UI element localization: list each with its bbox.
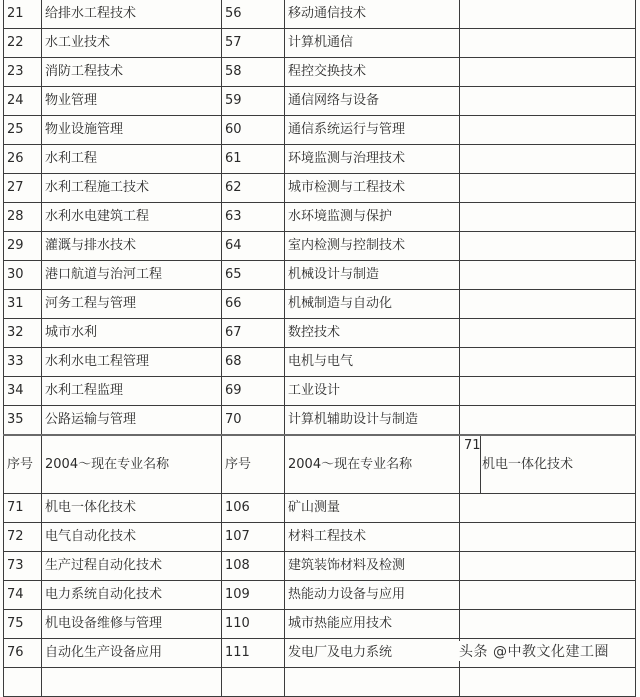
seq-cell: 57 xyxy=(222,29,285,58)
major-name-cell: 电气自动化技术 xyxy=(42,523,222,552)
major-name-cell: 水利工程施工技术 xyxy=(42,174,222,203)
table-row xyxy=(4,58,636,87)
empty-cell xyxy=(460,29,636,58)
major-name-cell: 材料工程技术 xyxy=(285,523,460,552)
seq-cell: 73 xyxy=(4,552,42,581)
empty-cell xyxy=(460,610,636,639)
major-name-cell: 发电厂及电力系统 xyxy=(285,639,460,668)
table-row xyxy=(4,348,636,377)
table-row xyxy=(4,0,636,29)
table-row xyxy=(4,116,636,145)
empty-cell xyxy=(460,174,636,203)
table-row xyxy=(4,377,636,406)
empty-cell xyxy=(460,552,636,581)
major-name-cell: 城市检测与工程技术 xyxy=(285,174,460,203)
empty-cell xyxy=(460,0,636,29)
nested-major-name: 机电一体化技术 xyxy=(482,456,574,472)
major-name-cell: 电力系统自动化技术 xyxy=(42,581,222,610)
table-row xyxy=(4,610,636,639)
table-row xyxy=(4,552,636,581)
major-name-cell: 水利水电工程管理 xyxy=(42,348,222,377)
table-row xyxy=(4,261,636,290)
empty-cell xyxy=(460,348,636,377)
seq-cell: 58 xyxy=(222,58,285,87)
seq-cell: 68 xyxy=(222,348,285,377)
major-name-cell: 公路运输与管理 xyxy=(42,406,222,436)
seq-cell: 61 xyxy=(222,145,285,174)
major-name-cell: 通信系统运行与管理 xyxy=(285,116,460,145)
seq-cell: 76 xyxy=(4,639,42,668)
nested-cell xyxy=(460,435,636,494)
seq-cell: 69 xyxy=(222,377,285,406)
seq-cell: 72 xyxy=(4,523,42,552)
major-name-cell: 水利水电建筑工程 xyxy=(42,203,222,232)
seq-cell: 111 xyxy=(222,639,285,668)
major-name-cell: 电机与电气 xyxy=(285,348,460,377)
seq-cell: 66 xyxy=(222,290,285,319)
header-name-label: 2004～现在专业名称 xyxy=(42,435,222,494)
empty-cell xyxy=(460,261,636,290)
seq-cell: 59 xyxy=(222,87,285,116)
seq-cell: 32 xyxy=(4,319,42,348)
table-row xyxy=(4,523,636,552)
seq-cell: 75 xyxy=(4,610,42,639)
empty-cell xyxy=(460,406,636,436)
major-name-cell: 城市热能应用技术 xyxy=(285,610,460,639)
seq-cell: 74 xyxy=(4,581,42,610)
empty-cell xyxy=(460,203,636,232)
empty-cell xyxy=(460,523,636,552)
table-row xyxy=(4,203,636,232)
major-name-cell: 机电设备维修与管理 xyxy=(42,610,222,639)
seq-cell: 28 xyxy=(4,203,42,232)
seq-cell: 31 xyxy=(4,290,42,319)
header-seq-label: 序号 xyxy=(4,435,42,494)
major-name-cell: 移动通信技术 xyxy=(285,0,460,29)
seq-cell: 56 xyxy=(222,0,285,29)
seq-cell: 71 xyxy=(4,494,42,523)
nested-table xyxy=(463,436,635,493)
seq-cell: 35 xyxy=(4,406,42,436)
major-name-cell: 计算机通信 xyxy=(285,29,460,58)
seq-cell: 107 xyxy=(222,523,285,552)
seq-cell: 29 xyxy=(4,232,42,261)
major-name-cell: 室内检测与控制技术 xyxy=(285,232,460,261)
major-name-cell: 消防工程技术 xyxy=(42,58,222,87)
major-name-cell: 生产过程自动化技术 xyxy=(42,552,222,581)
seq-cell: 63 xyxy=(222,203,285,232)
major-name-cell: 矿山测量 xyxy=(285,494,460,523)
seq-cell: 34 xyxy=(4,377,42,406)
major-name-cell: 机械制造与自动化 xyxy=(285,290,460,319)
seq-cell: 64 xyxy=(222,232,285,261)
seq-cell: 67 xyxy=(222,319,285,348)
major-name-cell: 热能动力设备与应用 xyxy=(285,581,460,610)
seq-cell: 33 xyxy=(4,348,42,377)
table-row xyxy=(4,29,636,58)
table-row xyxy=(4,406,636,436)
table-row xyxy=(4,87,636,116)
seq-cell: 106 xyxy=(222,494,285,523)
seq-cell: 23 xyxy=(4,58,42,87)
major-name-cell: 水工业技术 xyxy=(42,29,222,58)
seq-cell: 62 xyxy=(222,174,285,203)
top-rows xyxy=(4,0,636,697)
table-row xyxy=(4,319,636,348)
watermark-text: 头条 @中教文化建工圈 xyxy=(459,641,609,661)
seq-cell: 109 xyxy=(222,581,285,610)
major-name-cell: 物业管理 xyxy=(42,87,222,116)
major-name-cell: 水利工程监理 xyxy=(42,377,222,406)
major-name-cell: 工业设计 xyxy=(285,377,460,406)
major-name-cell: 河务工程与管理 xyxy=(42,290,222,319)
seq-cell: 30 xyxy=(4,261,42,290)
empty-cell xyxy=(460,58,636,87)
empty-cell xyxy=(460,145,636,174)
table-row xyxy=(4,581,636,610)
table-row xyxy=(4,494,636,523)
empty-cell xyxy=(460,494,636,523)
table-row xyxy=(4,174,636,203)
major-name-cell: 物业设施管理 xyxy=(42,116,222,145)
nested-seq: 71 xyxy=(463,436,481,493)
empty-cell xyxy=(460,232,636,261)
major-name-cell: 水环境监测与保护 xyxy=(285,203,460,232)
major-name-cell: 灌溉与排水技术 xyxy=(42,232,222,261)
majors-table xyxy=(3,0,636,697)
major-name-cell: 机电一体化技术 xyxy=(42,494,222,523)
major-name-cell: 水利工程 xyxy=(42,145,222,174)
major-name-cell: 给排水工程技术 xyxy=(42,0,222,29)
empty-cell xyxy=(460,290,636,319)
major-name-cell: 通信网络与设备 xyxy=(285,87,460,116)
seq-cell: 24 xyxy=(4,87,42,116)
seq-cell: 60 xyxy=(222,116,285,145)
major-name-cell: 城市水利 xyxy=(42,319,222,348)
major-name-cell: 数控技术 xyxy=(285,319,460,348)
seq-cell: 27 xyxy=(4,174,42,203)
major-name-cell: 建筑装饰材料及检测 xyxy=(285,552,460,581)
table-row xyxy=(4,668,636,697)
empty-cell xyxy=(460,319,636,348)
header-name-label: 2004～现在专业名称 xyxy=(285,435,460,494)
empty-cell xyxy=(460,377,636,406)
seq-cell: 21 xyxy=(4,0,42,29)
table-row xyxy=(4,290,636,319)
header-row xyxy=(4,435,636,494)
empty-cell xyxy=(460,116,636,145)
seq-cell: 70 xyxy=(222,406,285,436)
empty-cell xyxy=(460,87,636,116)
seq-cell: 25 xyxy=(4,116,42,145)
major-name-cell: 港口航道与治河工程 xyxy=(42,261,222,290)
major-name-cell: 程控交换技术 xyxy=(285,58,460,87)
major-name-cell: 计算机辅助设计与制造 xyxy=(285,406,460,436)
seq-cell: 108 xyxy=(222,552,285,581)
major-name-cell: 机械设计与制造 xyxy=(285,261,460,290)
table-row xyxy=(4,145,636,174)
major-name-cell: 环境监测与治理技术 xyxy=(285,145,460,174)
seq-cell: 22 xyxy=(4,29,42,58)
seq-cell: 26 xyxy=(4,145,42,174)
header-seq-label: 序号 xyxy=(222,435,285,494)
table-row xyxy=(4,232,636,261)
seq-cell: 65 xyxy=(222,261,285,290)
major-name-cell: 自动化生产设备应用 xyxy=(42,639,222,668)
empty-cell xyxy=(460,581,636,610)
seq-cell: 110 xyxy=(222,610,285,639)
